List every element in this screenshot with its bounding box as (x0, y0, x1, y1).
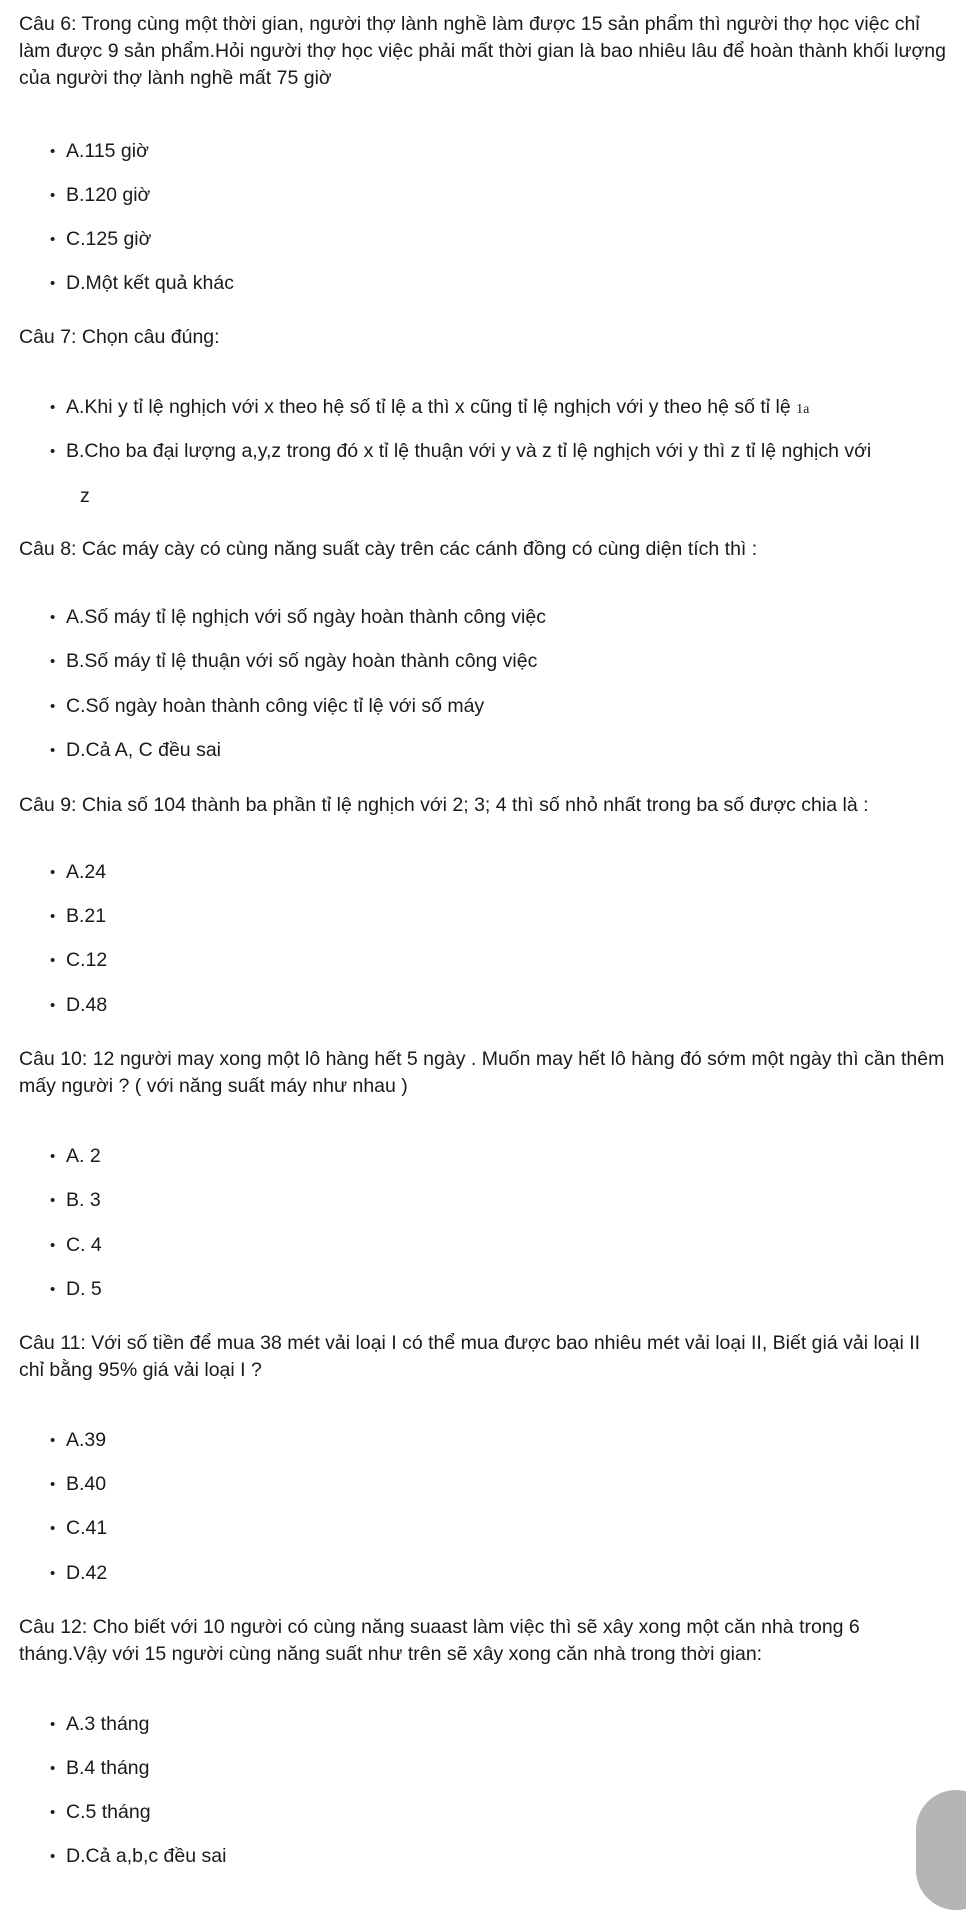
bullet-icon: • (50, 952, 56, 969)
option-9a: • A.24 (50, 859, 950, 886)
option-7b: • B.Cho ba đại lượng a,y,z trong đó x tỉ lệ thuận với y và z tỉ lệ nghịch với y thì z tỉ lệ nghịch với z (50, 429, 945, 518)
option-8d: • D.Cả A, C đều sai (50, 737, 950, 764)
option-7a: • A.Khi y tỉ lệ nghịch với x theo hệ số tỉ lệ a thì x cũng tỉ lệ nghịch với y theo hệ số tỉ lệ 1a (50, 394, 950, 423)
bullet-icon: • (50, 1716, 56, 1733)
bullet-icon: • (50, 698, 56, 715)
option-12d: • D.Cả a,b,c đều sai (50, 1843, 950, 1870)
bullet-icon: • (50, 609, 56, 626)
option-9b: • B.21 (50, 903, 950, 930)
bullet-icon: • (50, 1848, 56, 1865)
bullet-icon: • (50, 1520, 56, 1537)
bullet-icon: • (50, 143, 56, 160)
bullet-icon: • (50, 443, 56, 460)
option-10a: • A. 2 (50, 1143, 950, 1170)
option-12b: • B.4 tháng (50, 1755, 950, 1782)
option-10c: • C. 4 (50, 1232, 950, 1259)
option-12c: • C.5 tháng (50, 1799, 950, 1826)
option-6b: • B.120 giờ (50, 182, 950, 209)
bullet-icon: • (50, 1237, 56, 1254)
option-10d: • D. 5 (50, 1276, 950, 1303)
bullet-icon: • (50, 653, 56, 670)
option-6d: • D.Một kết quả khác (50, 270, 950, 297)
scroll-to-top-button[interactable] (916, 1790, 966, 1910)
option-8c: • C.Số ngày hoàn thành công việc tỉ lệ với số máy (50, 693, 950, 720)
bullet-icon: • (50, 864, 56, 881)
option-11b: • B.40 (50, 1471, 950, 1498)
option-12a: • A.3 tháng (50, 1711, 950, 1738)
bullet-icon: • (50, 1476, 56, 1493)
option-10b: • B. 3 (50, 1187, 950, 1214)
bullet-icon: • (50, 1432, 56, 1449)
question-9-text: Câu 9: Chia số 104 thành ba phần tỉ lệ nghịch với 2; 3; 4 thì số nhỏ nhất trong ba số được chia là : (19, 794, 869, 816)
option-6a: • A.115 giờ (50, 138, 950, 165)
bullet-icon: • (50, 1281, 56, 1298)
bullet-icon: • (50, 742, 56, 759)
question-8-text: Câu 8: Các máy cày có cùng năng suất cày trên các cánh đồng có cùng diện tích thì : (19, 538, 758, 560)
bullet-icon: • (50, 1148, 56, 1165)
bullet-icon: • (50, 1565, 56, 1582)
option-9c: • C.12 (50, 947, 950, 974)
option-8a: • A.Số máy tỉ lệ nghịch với số ngày hoàn thành công việc (50, 604, 950, 631)
question-10-text: Câu 10: 12 người may xong một lô hàng hết 5 ngày . Muốn may hết lô hàng đó sớm một ngày thì cần thêm mấy người ? ( với năng suất máy như nhau ) (19, 1048, 945, 1097)
bullet-icon: • (50, 1804, 56, 1821)
question-11-text: Câu 11: Với số tiền để mua 38 mét vải loại I có thể mua được bao nhiêu mét vải loại II, Biết giá vải loại II chỉ bằng 95% giá vải loại I ? (19, 1332, 921, 1381)
option-11a: • A.39 (50, 1427, 950, 1454)
bullet-icon: • (50, 1760, 56, 1777)
bullet-icon: • (50, 187, 56, 204)
bullet-icon: • (50, 908, 56, 925)
bullet-icon: • (50, 399, 56, 416)
question-12-text: Câu 12: Cho biết với 10 người có cùng năng suaast làm việc thì sẽ xây xong một căn nhà trong 6 tháng.Vậy với 15 người cùng năng suất như trên sẽ xây xong căn nhà trong thời gian: (19, 1616, 860, 1665)
question-7-text: Câu 7: Chọn câu đúng: (19, 326, 220, 348)
option-7b-continuation: z (80, 485, 90, 507)
bullet-icon: • (50, 997, 56, 1014)
bullet-icon: • (50, 1192, 56, 1209)
question-6-text: Câu 6: Trong cùng một thời gian, người thợ lành nghề làm được 15 sản phẩm thì người thợ học việc chỉ làm được 9 sản phẩm.Hỏi người thợ học việc phải mất thời gian là bao nhiêu lâu để hoàn thành khối lượng của người thợ lành nghề mất 75 giờ (19, 13, 946, 89)
option-8b: • B.Số máy tỉ lệ thuận với số ngày hoàn thành công việc (50, 648, 950, 675)
option-9d: • D.48 (50, 992, 950, 1019)
option-6c: • C.125 giờ (50, 226, 950, 253)
option-11d: • D.42 (50, 1560, 950, 1587)
bullet-icon: • (50, 231, 56, 248)
bullet-icon: • (50, 275, 56, 292)
option-11c: • C.41 (50, 1515, 950, 1542)
